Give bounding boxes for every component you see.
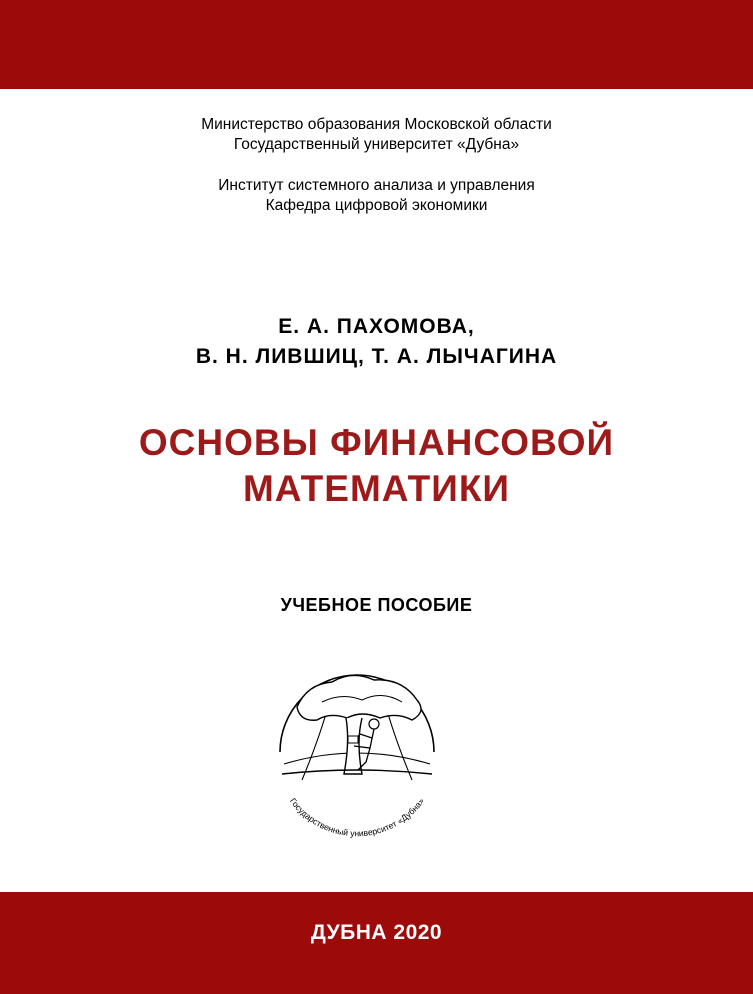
department-name: Кафедра цифровой экономики (265, 197, 488, 214)
ministry-name: Министерство образования Московской области (201, 116, 552, 133)
publication-place-year: ДУБНА 2020 (310, 921, 443, 944)
book-title (0, 420, 753, 512)
university-logo-icon (262, 662, 452, 842)
authors-line-1: Е. А. ПАХОМОВА, (278, 315, 475, 338)
ministry-block (0, 115, 753, 155)
institute-name: Институт системного анализа и управления (218, 177, 535, 194)
bottom-color-band (0, 892, 753, 994)
authors-line-2: В. Н. ЛИВШИЦ, Т. А. ЛЫЧАГИНА (195, 345, 558, 368)
logo-ring-text: Государственный университет «Дубна» (287, 796, 427, 839)
top-color-band (0, 0, 753, 89)
university-name: Государственный университет «Дубна» (233, 136, 520, 153)
authors (0, 312, 753, 372)
book-subtitle: УЧЕБНОЕ ПОСОБИЕ (280, 595, 473, 615)
book-title-line-1: ОСНОВЫ ФИНАНСОВОЙ (138, 422, 615, 463)
book-title-line-2: МАТЕМАТИКИ (242, 468, 511, 509)
institute-block (0, 176, 753, 216)
